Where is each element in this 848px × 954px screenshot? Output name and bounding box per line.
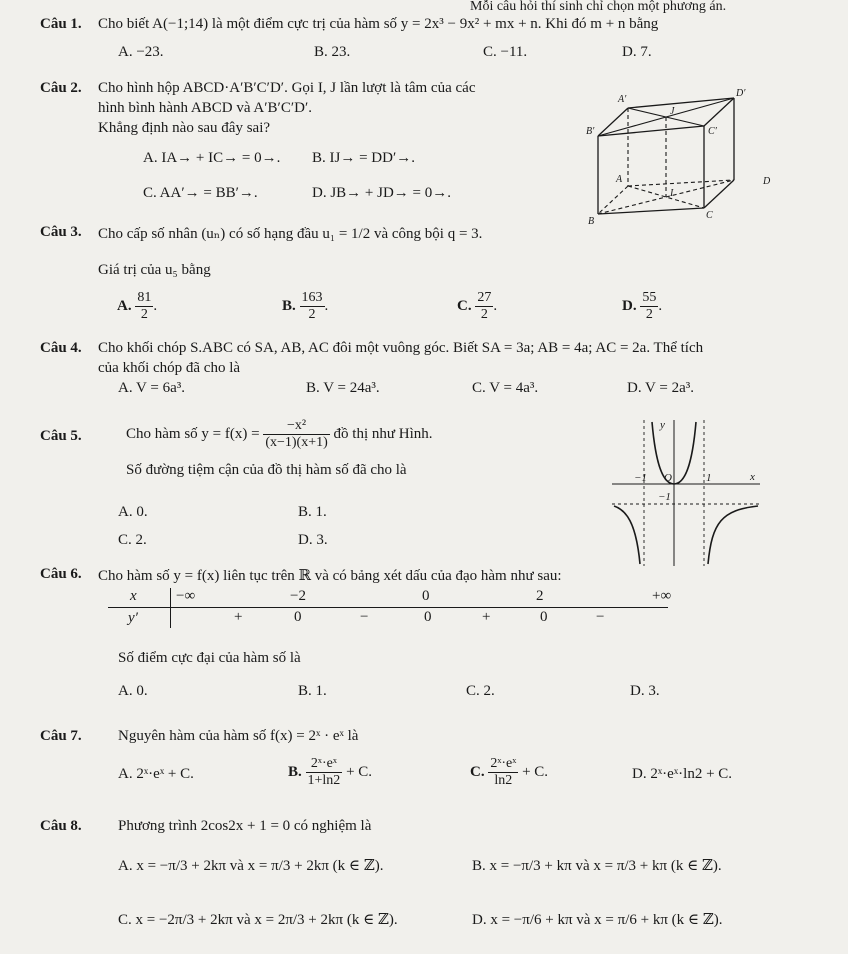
q6-sign-table: [108, 588, 676, 628]
q3-option-d[interactable]: D. $\frac{55}{2}$ .: [622, 290, 663, 323]
q8-label: Câu 8.: [40, 818, 82, 834]
q2-option-d[interactable]: D. JB→ + JD→ = 0→.: [312, 185, 452, 201]
q2-text-3: Khẳng định nào sau đây sai?: [98, 120, 271, 136]
q4-option-c[interactable]: C. V = 4a³.: [472, 380, 539, 396]
q8-text: Phương trình 2cos2x + 1 = 0 có nghiệm là: [118, 818, 372, 834]
q6-text: Cho hàm số y = f(x) liên tục trên ℝ và có bảng xét dấu của đạo hàm như sau:: [98, 568, 562, 584]
q7-label: Câu 7.: [40, 728, 82, 744]
q1-option-d[interactable]: D. 7.: [622, 44, 652, 60]
label-a-prime: A′: [618, 94, 627, 105]
q2-option-c[interactable]: C. AA′→ = BB′→.: [143, 185, 258, 201]
q5-text-2: Số đường tiệm cận của đồ thị hàm số đã cho là: [126, 462, 407, 478]
q1-option-c[interactable]: C. −11.: [483, 44, 528, 60]
q4-option-a[interactable]: A. V = 6a³.: [118, 380, 185, 396]
q4-text-2: của khối chóp đã cho là: [98, 360, 241, 376]
sign-table-y-label: y′: [128, 610, 138, 626]
q5-label: Câu 5.: [40, 428, 82, 444]
q8-option-a[interactable]: A. x = −π/3 + 2kπ và x = π/3 + 2kπ (k ∈ ℤ).: [118, 858, 384, 874]
q6-option-a[interactable]: A. 0.: [118, 683, 148, 699]
graph-plus1-x: 1: [706, 472, 712, 484]
q7-text: Nguyên hàm của hàm số f(x) = 2ˣ · eˣ là: [118, 728, 359, 744]
graph-origin-label: O: [664, 472, 672, 484]
q1-option-a[interactable]: A. −23.: [118, 44, 164, 60]
sign-table-x-minus2: −2: [290, 588, 306, 604]
q3-option-c[interactable]: C. $\frac{27}{2}$ .: [457, 290, 498, 323]
graph-minus1-y: −1: [658, 491, 671, 503]
q8-option-b[interactable]: B. x = −π/3 + kπ và x = π/3 + kπ (k ∈ ℤ).: [472, 858, 722, 874]
sign-table-x-neg-inf: −∞: [176, 588, 196, 604]
graph-x-label: x: [750, 471, 755, 483]
q3-option-a[interactable]: A. $\frac{81}{2}$ .: [117, 290, 158, 323]
q4-label: Câu 4.: [40, 340, 82, 356]
q3-text-2: Giá trị của u₅ bằng: [98, 262, 211, 278]
q6-text-2: Số điểm cực đại của hàm số là: [118, 650, 301, 666]
q8-option-c[interactable]: C. x = −2π/3 + 2kπ và x = 2π/3 + 2kπ (k ∈ ℤ).: [118, 912, 398, 928]
sign-table-x-0: 0: [422, 588, 430, 604]
q5-option-b[interactable]: B. 1.: [298, 504, 327, 520]
label-i: I: [670, 188, 674, 199]
graph-minus1-x: −1: [634, 472, 647, 484]
label-d-prime: D′: [736, 88, 746, 99]
sign-table-y-4: +: [482, 609, 491, 625]
q2-text-1: Cho hình hộp ABCD·A′B′C′D′. Gọi I, J lần lượt là tâm của các: [98, 80, 476, 96]
q2-parallelepiped-figure: [586, 86, 776, 226]
q2-option-a[interactable]: A. IA→ + IC→ = 0→.: [143, 150, 281, 166]
label-c-prime: C′: [708, 126, 717, 137]
q4-text: Cho khối chóp S.ABC có SA, AB, AC đôi một vuông góc. Biết SA = 3a; AB = 4a; AC = 2a. Thể tích: [98, 340, 704, 356]
q1-text: Cho biết A(−1;14) là một điểm cực trị của hàm số y = 2x³ − 9x² + mx + n. Khi đó m + n bằng: [98, 16, 659, 32]
q1-label: Câu 1.: [40, 16, 82, 32]
q3-label: Câu 3.: [40, 224, 82, 240]
sign-table-y-5: 0: [540, 609, 548, 625]
sign-table-y-6: −: [596, 609, 605, 625]
label-d: D: [763, 176, 771, 187]
label-b: B: [588, 216, 595, 226]
label-a: A: [616, 174, 623, 185]
q6-option-b[interactable]: B. 1.: [298, 683, 327, 699]
q5-option-c[interactable]: C. 2.: [118, 532, 147, 548]
q7-option-d[interactable]: D. 2ˣ·eˣ·ln2 + C.: [632, 766, 733, 782]
q5-function-graph: [612, 418, 762, 568]
label-b-prime: B′: [586, 126, 595, 137]
q7-option-a[interactable]: A. 2ˣ·eˣ + C.: [118, 766, 194, 782]
q2-text-2: hình bình hành ABCD và A′B′C′D′.: [98, 100, 312, 116]
q2-option-b[interactable]: B. IJ→ = DD′→.: [312, 150, 415, 166]
q1-option-b[interactable]: B. 23.: [314, 44, 351, 60]
sign-table-x-label: x: [130, 588, 137, 604]
q4-option-b[interactable]: B. V = 24a³.: [306, 380, 380, 396]
sign-table-y-3: 0: [424, 609, 432, 625]
header-instruction: Mỗi câu hỏi thí sinh chỉ chọn một phương án.: [470, 0, 727, 14]
q6-label: Câu 6.: [40, 566, 82, 582]
sign-table-y-0: +: [234, 609, 243, 625]
sign-table-x-pos-inf: +∞: [652, 588, 672, 604]
graph-y-label: y: [660, 419, 665, 431]
q4-option-d[interactable]: D. V = 2a³.: [627, 380, 694, 396]
q7-option-b[interactable]: B. $\frac{\text{2ˣ·eˣ}}{1+\ln 2}$ + C.: [288, 756, 373, 789]
q6-option-d[interactable]: D. 3.: [630, 683, 660, 699]
sign-table-y-2: −: [360, 609, 369, 625]
q2-label: Câu 2.: [40, 80, 82, 96]
q3-text: Cho cấp số nhân (uₙ) có số hạng đầu u₁ = 1/2 và công bội q = 3.: [98, 226, 483, 242]
q5-option-d[interactable]: D. 3.: [298, 532, 328, 548]
label-j: J: [670, 106, 675, 117]
q6-option-c[interactable]: C. 2.: [466, 683, 495, 699]
q7-option-c[interactable]: C. $\frac{\text{2ˣ·eˣ}}{\ln 2}$ + C.: [470, 756, 549, 789]
sign-table-x-2: 2: [536, 588, 544, 604]
q5-text: Cho hàm số y = f(x) = $\frac{\text{−x²}}{(x-1)(x+1)}$ đồ thị như Hình.: [126, 418, 433, 451]
label-c: C: [706, 210, 713, 221]
q3-option-b[interactable]: B. $\frac{163}{2}$ .: [282, 290, 329, 323]
sign-table-y-1: 0: [294, 609, 302, 625]
q5-option-a[interactable]: A. 0.: [118, 504, 148, 520]
q8-option-d[interactable]: D. x = −π/6 + kπ và x = π/6 + kπ (k ∈ ℤ).: [472, 912, 723, 928]
